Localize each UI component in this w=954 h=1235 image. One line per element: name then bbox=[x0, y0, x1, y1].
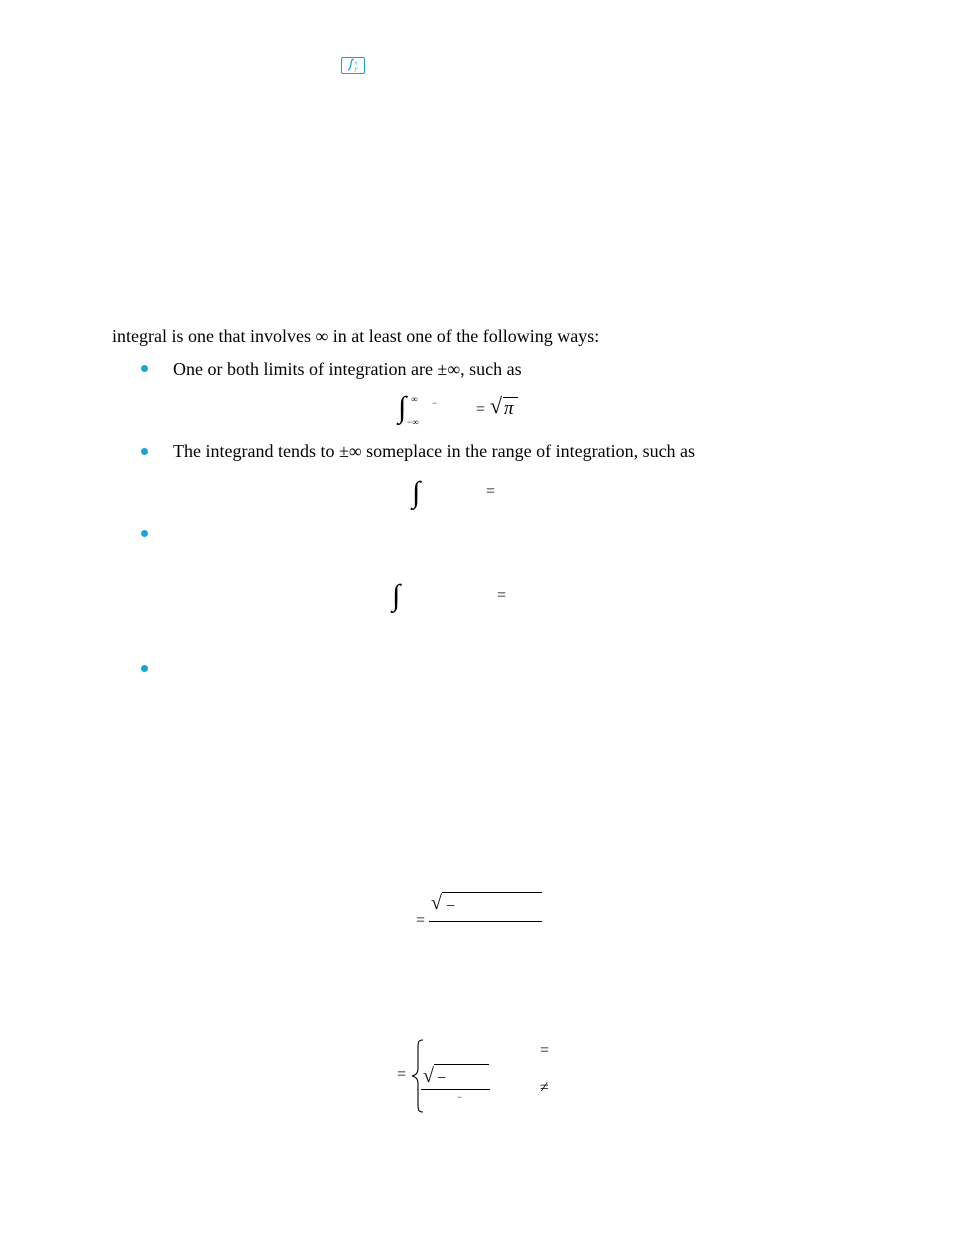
svg-text:y: y bbox=[354, 66, 358, 72]
intro-text: integral is one that involves ∞ in at least one of the following ways: bbox=[112, 326, 600, 346]
sqrt-bar bbox=[442, 892, 542, 893]
minus-sign-small: − bbox=[457, 1092, 463, 1102]
bullet-marker bbox=[141, 665, 148, 672]
case-2-relation: ≠ bbox=[540, 1079, 549, 1096]
function-icon[interactable] bbox=[341, 57, 365, 74]
fraction-bar bbox=[429, 921, 542, 922]
exponent-minus: − bbox=[432, 398, 438, 408]
minus-sign: − bbox=[446, 898, 456, 915]
sqrt-sign: √ bbox=[490, 393, 503, 418]
minus-sign: − bbox=[437, 1070, 447, 1087]
integral-sign: ∫ bbox=[392, 579, 401, 612]
bullet-2-text: The integrand tends to ±∞ someplace in the range of integration, such as bbox=[173, 441, 696, 461]
lower-limit: −∞ bbox=[407, 417, 419, 427]
bullet-marker bbox=[141, 530, 148, 537]
sqrt-bar bbox=[434, 1064, 489, 1065]
equals-sign: = bbox=[416, 912, 426, 929]
upper-limit: ∞ bbox=[411, 394, 418, 404]
equals-sign: = bbox=[476, 401, 486, 418]
sqrt-sign: √ bbox=[431, 892, 442, 914]
equals-sign: = bbox=[497, 587, 507, 604]
pi-symbol: π bbox=[504, 398, 514, 419]
integral-sign: ∫ bbox=[398, 391, 407, 424]
case-1-relation: = bbox=[540, 1042, 550, 1059]
bullet-1-text: One or both limits of integration are ±∞, such as bbox=[173, 359, 522, 379]
bullet-marker bbox=[141, 365, 148, 372]
integral-sign: ∫ bbox=[412, 476, 421, 509]
bullet-marker bbox=[141, 448, 148, 455]
equals-sign: = bbox=[397, 1066, 407, 1083]
equals-sign: = bbox=[486, 483, 496, 500]
fraction-bar bbox=[421, 1089, 490, 1090]
svg-text:x: x bbox=[354, 60, 358, 67]
sqrt-sign: √ bbox=[423, 1065, 434, 1087]
